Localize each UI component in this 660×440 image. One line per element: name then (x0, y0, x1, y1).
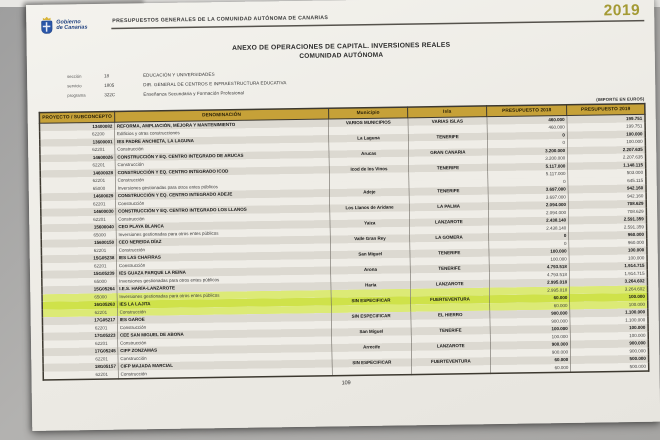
cell-code: 15600040 (41, 223, 116, 232)
cell-presupuesto-2018: 2.995.018 (489, 278, 569, 287)
cell-denominacion: CONSTRUCCIÓN Y EQ. CENTRO INTEGRADO ADEJE (116, 189, 330, 200)
cell-code: 62201 (43, 355, 118, 364)
meta-desc: EDUCACIÓN Y UNIVERSIDADES (143, 71, 215, 78)
cell-presupuesto-2019: 2.591.359 (568, 223, 646, 232)
cell-presupuesto-2019: 960.000 (569, 239, 647, 248)
investments-table (39, 103, 650, 381)
cell-code: 65000 (40, 184, 115, 193)
cell-municipio: La Laguna (329, 134, 408, 143)
cell-presupuesto-2018: 100.000 (489, 255, 569, 264)
meta-desc: Enseñanza Secundaria y Formación Profesional (143, 90, 245, 97)
cell-denominacion: Construcción (116, 197, 330, 208)
cell-denominacion: IES PADRE ANCHIETA, LA LAGUNA (115, 135, 329, 146)
cell-denominacion: Construcción (118, 352, 332, 363)
cell-presupuesto-2018: 2.094.000 (488, 209, 568, 218)
cell-presupuesto-2019: 100.000 (570, 324, 648, 333)
canarias-crest-icon (40, 17, 53, 34)
cell-code: 14600026 (40, 153, 115, 162)
cell-presupuesto-2019: 199.751 (567, 114, 645, 123)
cell-presupuesto-2019: 942.160 (568, 192, 646, 201)
cell-code: 16G05263 (42, 301, 117, 310)
cell-denominacion: CEO PLAYA BLANCA (116, 220, 330, 231)
cell-presupuesto-2019: 960.000 (569, 231, 647, 240)
cell-presupuesto-2019: 100.000 (567, 130, 645, 139)
cell-presupuesto-2019: 3.264.602 (569, 285, 647, 294)
cell-presupuesto-2018: 3.200.000 (487, 154, 567, 163)
cell-presupuesto-2018: 2.438.140 (488, 224, 568, 233)
cell-denominacion: CONSTRUCCIÓN Y EQ. CENTRO INTEGRADO ICOD (115, 166, 329, 177)
cell-municipio (332, 366, 411, 376)
cell-presupuesto-2019: 708.629 (568, 208, 646, 217)
meta-code: 322C (104, 92, 116, 98)
cell-code: 14600030 (41, 208, 116, 217)
cell-denominacion: Edificios y otras construcciones (115, 127, 329, 138)
cell-code: 13600001 (40, 138, 115, 147)
cell-presupuesto-2019: 100.000 (569, 246, 647, 255)
cell-denominacion: Construcción (116, 212, 330, 223)
cell-presupuesto-2018: 100.000 (490, 325, 570, 334)
cell-presupuesto-2019: 1.914.715 (569, 270, 647, 279)
cell-isla: LA PALMA (409, 202, 488, 211)
cell-denominacion: Inversiones gestionadas para otros entes públicos (117, 274, 331, 285)
cell-code: 62201 (42, 324, 117, 333)
logo-line2: de Canarias (56, 24, 88, 31)
cell-code: 62201 (41, 215, 116, 224)
cell-code: 62200 (40, 130, 115, 139)
cell-denominacion: CIFP ZONZAMAS (118, 344, 332, 355)
cell-isla: TENERIFE (410, 264, 489, 273)
amount-unit-note: (IMPORTE EN EUROS) (596, 96, 645, 103)
cell-code: 17G05245 (43, 347, 118, 356)
cell-presupuesto-2018: 900.000 (490, 348, 570, 357)
cell-code: 62201 (43, 370, 118, 380)
cell-code: 15600150 (41, 239, 116, 248)
page-number: 109 (341, 379, 351, 386)
cell-denominacion: Construcción (115, 143, 329, 154)
cell-presupuesto-2018: 0 (489, 240, 569, 249)
budget-year: 2019 (603, 0, 641, 19)
cell-code: 62201 (43, 339, 118, 348)
cell-presupuesto-2018: 60.000 (489, 294, 569, 303)
meta-label: programa (67, 92, 86, 98)
cell-presupuesto-2019: 942.160 (568, 184, 646, 193)
cell-code: 13400082 (40, 122, 115, 131)
cell-presupuesto-2019: 500.000 (570, 355, 648, 364)
gobierno-canarias-logo (40, 16, 87, 34)
cell-denominacion: Inversiones gestionadas para otros entes públicos (116, 228, 330, 239)
cell-presupuesto-2018: 3.697.000 (488, 193, 568, 202)
cell-code: 18G05157 (43, 363, 118, 372)
cell-denominacion: IES LA LAJITA (117, 298, 331, 309)
cell-denominacion: I.E.S. HARÍA-LANZAROTE (117, 282, 331, 293)
cell-presupuesto-2018: 2.995.018 (489, 286, 569, 295)
cell-code: 65000 (42, 277, 117, 286)
cell-presupuesto-2018: 60.000 (490, 302, 570, 311)
cell-presupuesto-2018: 900.000 (490, 309, 570, 318)
cell-presupuesto-2018: 5.117.000 (488, 170, 568, 179)
cell-presupuesto-2018: 100.000 (489, 247, 569, 256)
cell-presupuesto-2019: 199.751 (567, 122, 645, 131)
cell-denominacion: CEE SAN MIGUEL DE ABONA (118, 328, 332, 339)
logo-line1: Gobierno (56, 18, 81, 26)
cell-isla: GRAN CANARIA (408, 148, 487, 157)
col-header-municipio: Municipio (329, 107, 408, 119)
cell-denominacion: Construcción (118, 336, 332, 347)
cell-isla: FUERTEVENTURA (410, 295, 489, 304)
cell-presupuesto-2018: 3.697.000 (488, 185, 568, 194)
cell-presupuesto-2019: 645.115 (568, 177, 646, 186)
logo-text (56, 19, 87, 30)
col-header-isla: Isla (408, 106, 487, 118)
cell-presupuesto-2019: 100.000 (570, 301, 648, 310)
cell-denominacion: CONSTRUCCIÓN Y EQ. CENTRO INTEGRADO DE ARUCAS (115, 150, 329, 161)
cell-municipio: San Miguel (332, 327, 411, 336)
cell-municipio: Icod de los Vinos (329, 165, 408, 174)
cell-presupuesto-2018: 2.438.140 (488, 216, 568, 225)
cell-municipio: Haría (331, 281, 410, 290)
cell-presupuesto-2019: 100.000 (570, 293, 648, 302)
cell-denominacion: Construcción (117, 305, 331, 316)
cell-presupuesto-2018: 3.200.000 (487, 147, 567, 156)
cell-code: 17G05223 (43, 332, 118, 341)
cell-municipio: VARIOS MUNICIPIOS (329, 118, 408, 127)
cell-code: 15G05264 (42, 285, 117, 294)
cell-presupuesto-2018: 60.000 (490, 364, 570, 374)
cell-presupuesto-2019: 1.100.000 (570, 316, 648, 325)
cell-code: 17G05217 (42, 316, 117, 325)
cell-municipio: Adeje (330, 188, 409, 197)
cell-isla: TENERIFE (411, 326, 490, 335)
cell-presupuesto-2018: 0 (487, 139, 567, 148)
cell-denominacion: Construcción (118, 321, 332, 332)
cell-presupuesto-2019: 100.000 (570, 332, 648, 341)
cell-isla: FUERTEVENTURA (411, 357, 490, 366)
cell-isla (411, 365, 490, 375)
cell-presupuesto-2018: 0 (488, 178, 568, 187)
cell-denominacion: Inversiones gestionadas para otros entes públicos (117, 290, 331, 301)
cell-denominacion: IES GUAZA PARQUE LA REINA (117, 267, 331, 278)
cell-code: 62201 (41, 200, 116, 209)
cell-presupuesto-2019: 2.207.635 (567, 153, 645, 162)
cell-presupuesto-2018: 460.000 (487, 115, 567, 124)
cell-denominacion: Construcción (115, 158, 329, 169)
cell-denominacion: Construcción (116, 243, 330, 254)
cell-isla: TENERIFE (409, 187, 488, 196)
cell-presupuesto-2018: 0 (487, 131, 567, 140)
cell-presupuesto-2019: 500.000 (571, 363, 649, 373)
cell-presupuesto-2019: 900.000 (570, 347, 648, 356)
cell-isla: EL HIERRO (411, 311, 490, 320)
cell-municipio: San Miguel (331, 250, 410, 259)
cell-denominacion: IES GAROE (117, 313, 331, 324)
cell-code: 62201 (40, 177, 115, 186)
cell-code: 62201 (41, 246, 116, 255)
cell-presupuesto-2019: 1.148.115 (568, 161, 646, 170)
cell-isla: TENERIFE (408, 163, 487, 172)
cell-presupuesto-2018: 60.000 (490, 356, 570, 365)
cell-isla: LANZAROTE (410, 280, 489, 289)
cell-presupuesto-2019: 100.000 (567, 138, 645, 147)
col-header-presupuesto-2019: PRESUPUESTO 2019 (567, 104, 645, 116)
cell-presupuesto-2019: 708.629 (568, 200, 646, 209)
cell-presupuesto-2019: 503.000 (568, 169, 646, 178)
document-title-line2: COMUNIDAD AUTÓNOMA (299, 50, 384, 60)
cell-isla: LANZAROTE (411, 342, 490, 351)
cell-code: 15G05239 (42, 270, 117, 279)
cell-isla: LA GOMERA (409, 233, 488, 242)
cell-presupuesto-2019: 100.000 (569, 254, 647, 263)
cell-code: 14600028 (40, 169, 115, 178)
document-title-line1: ANEXO DE OPERACIONES DE CAPITAL. INVERSIONES REALES (231, 40, 451, 52)
cell-presupuesto-2019: 1.914.715 (569, 262, 647, 271)
meta-label: sección (67, 73, 82, 79)
cell-presupuesto-2018: 2.094.000 (488, 201, 568, 210)
cell-denominacion: REFORMA, AMPLIACIÓN, MEJORA Y MANTENIMIENTO (115, 119, 329, 130)
cell-isla: VARIAS ISLAS (408, 116, 487, 125)
col-header-proyecto: PROYECTO / SUBCONCEPTO (39, 111, 114, 123)
cell-municipio: SIN ESPECIFICAR (331, 296, 410, 305)
cell-denominacion: CONSTRUCCIÓN Y EQ. CENTRO INTEGRADO LOS LLANOS (116, 205, 330, 216)
cell-presupuesto-2018: 5.117.000 (488, 162, 568, 171)
cell-presupuesto-2018: 900.000 (490, 317, 570, 326)
cell-presupuesto-2018: 100.000 (490, 333, 570, 342)
meta-label: servicio (67, 83, 82, 89)
cell-presupuesto-2018: 460.000 (487, 123, 567, 132)
cell-presupuesto-2019: 3.264.602 (569, 277, 647, 286)
col-header-denominacion: DENOMINACIÓN (114, 108, 328, 122)
meta-code: 1805 (104, 82, 115, 88)
cell-municipio: Valle Gran Rey (330, 234, 409, 243)
cell-denominacion: CEO NEREIDA DÍAZ (116, 236, 330, 247)
cell-municipio: Arona (331, 265, 410, 274)
cell-presupuesto-2018: 4.793.518 (489, 271, 569, 280)
cell-presupuesto-2019: 2.207.635 (567, 146, 645, 155)
cell-municipio: Yaiza (330, 219, 409, 228)
meta-code: 18 (104, 73, 110, 79)
cell-denominacion: Construcción (118, 367, 332, 379)
cell-code: 62201 (42, 262, 117, 271)
cell-isla: TENERIFE (410, 249, 489, 258)
cell-denominacion: Construcción (117, 259, 331, 270)
cell-municipio: Arucas (329, 149, 408, 158)
cell-presupuesto-2019: 2.591.359 (568, 215, 646, 224)
cell-presupuesto-2019: 1.100.000 (570, 308, 648, 317)
budget-table-body (40, 114, 649, 380)
cell-municipio: SIN ESPECIFICAR (332, 358, 411, 367)
col-header-presupuesto-2018: PRESUPUESTO 2018 (487, 105, 567, 117)
cell-denominacion: Construcción (115, 174, 329, 185)
document-page (26, 0, 660, 431)
cell-denominacion: IES LAS CHAFIRAS (117, 251, 331, 262)
cell-presupuesto-2018: 900.000 (490, 340, 570, 349)
cell-presupuesto-2019: 900.000 (570, 339, 648, 348)
cell-municipio: SIN ESPECIFICAR (332, 312, 411, 321)
cell-isla: TENERIFE (408, 132, 487, 141)
cell-code: 62201 (42, 308, 117, 317)
cell-presupuesto-2018: 4.793.518 (489, 263, 569, 272)
cell-code: 15G05238 (41, 254, 116, 263)
meta-desc: DIR. GENERAL DE CENTROS E INFRAESTRUCTURA EDUCATIVA (143, 80, 287, 88)
cell-municipio: Arrecife (332, 343, 411, 352)
cell-presupuesto-2018: 0 (489, 232, 569, 241)
cell-code: 65000 (42, 293, 117, 302)
cell-code: 14600029 (41, 192, 116, 201)
header-title: PRESUPUESTOS GENERALES DE LA COMUNIDAD AUTÓNOMA DE CANARIAS (112, 14, 329, 24)
cell-denominacion: Inversiones gestionadas para otros entes públicos (115, 181, 329, 192)
cell-denominacion: CIFP MAJADA MARCIAL (118, 359, 332, 370)
cell-isla: LANZAROTE (409, 218, 488, 227)
cell-municipio: Los Llanos de Aridane (330, 203, 409, 212)
cell-code: 62201 (40, 161, 115, 170)
cell-code: 65000 (41, 231, 116, 240)
cell-code: 62201 (40, 146, 115, 155)
classification-block (67, 65, 645, 98)
